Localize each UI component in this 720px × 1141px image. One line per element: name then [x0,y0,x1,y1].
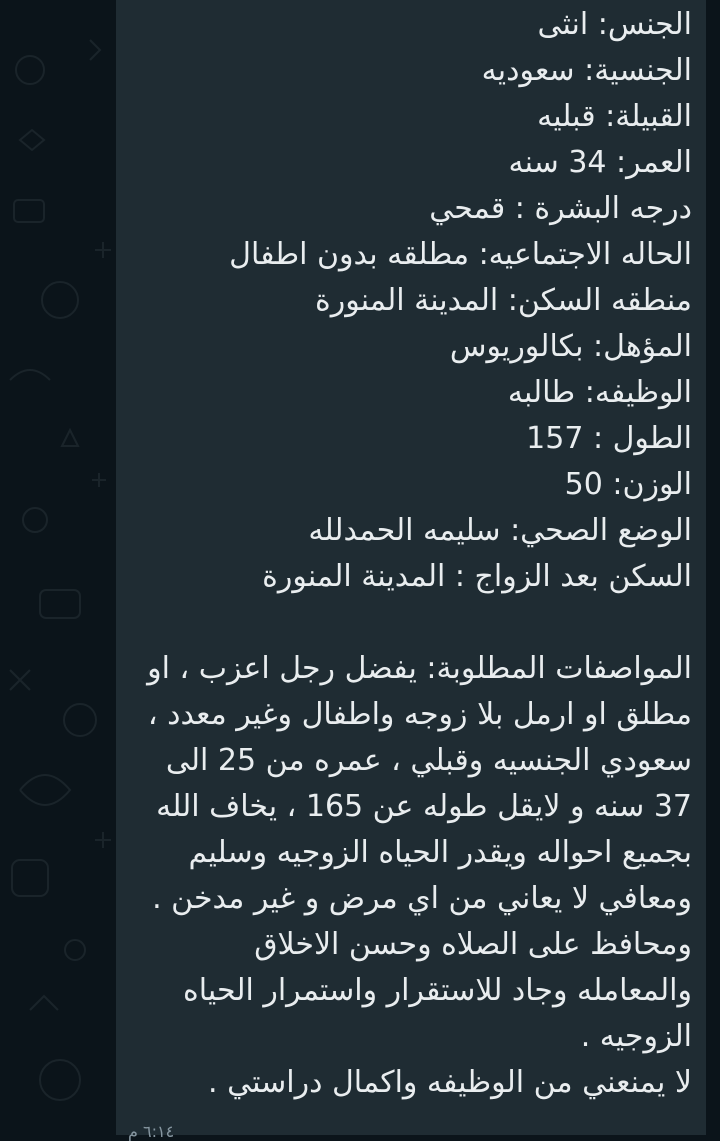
message-line: لا يمنعني من الوظيفه واكمال دراستي . [208,1065,692,1100]
message-line: الوظيفه: طالبه [507,375,692,410]
blank-line [126,600,692,646]
message-line: ومحافظ على الصلاه وحسن الاخلاق [254,927,692,962]
message-line: الزوجيه . [580,1019,692,1054]
message-line: درجه البشرة : قمحي [429,191,692,226]
message-line: مطلق او ارمل بلا زوجه واطفال وغير معدد ، [147,697,692,732]
message-line: بجميع احواله ويقدر الحياه الزوجيه وسليم [188,835,692,870]
message-line: الجنس: انثى [537,7,692,42]
message-line: المواصفات المطلوبة: يفضل رجل اعزب ، او [147,651,692,686]
message-line: السكن بعد الزواج : المدينة المنورة [262,559,692,594]
message-line: منطقه السكن: المدينة المنورة [315,283,692,318]
message-line: سعودي الجنسيه وقبلي ، عمره من 25 الى [165,743,692,778]
message-line: ومعافي لا يعاني من اي مرض و غير مدخن . [152,881,692,916]
message-line: المؤهل: بكالوريوس [449,329,692,364]
message-line: الوضع الصحي: سليمه الحمدلله [308,513,692,548]
message-line: 37 سنه و لايقل طوله عن 165 ، يخاف الله [156,789,692,824]
message-line: القبيلة: قبليه [537,99,692,134]
message-bubble[interactable] [116,0,706,1141]
message-line: العمر: 34 سنه [508,145,692,180]
message-line: الطول : 157 [526,421,692,456]
message-line: الوزن: 50 [564,467,692,502]
message-line: الجنسية: سعوديه [481,53,692,88]
message-line: الحاله الاجتماعيه: مطلقه بدون اطفال [229,237,692,272]
message-timestamp: ٦:١٤ م [128,1122,175,1141]
message-line: والمعامله وجاد للاستقرار واستمرار الحياه [183,973,692,1008]
message-text [126,2,692,1106]
